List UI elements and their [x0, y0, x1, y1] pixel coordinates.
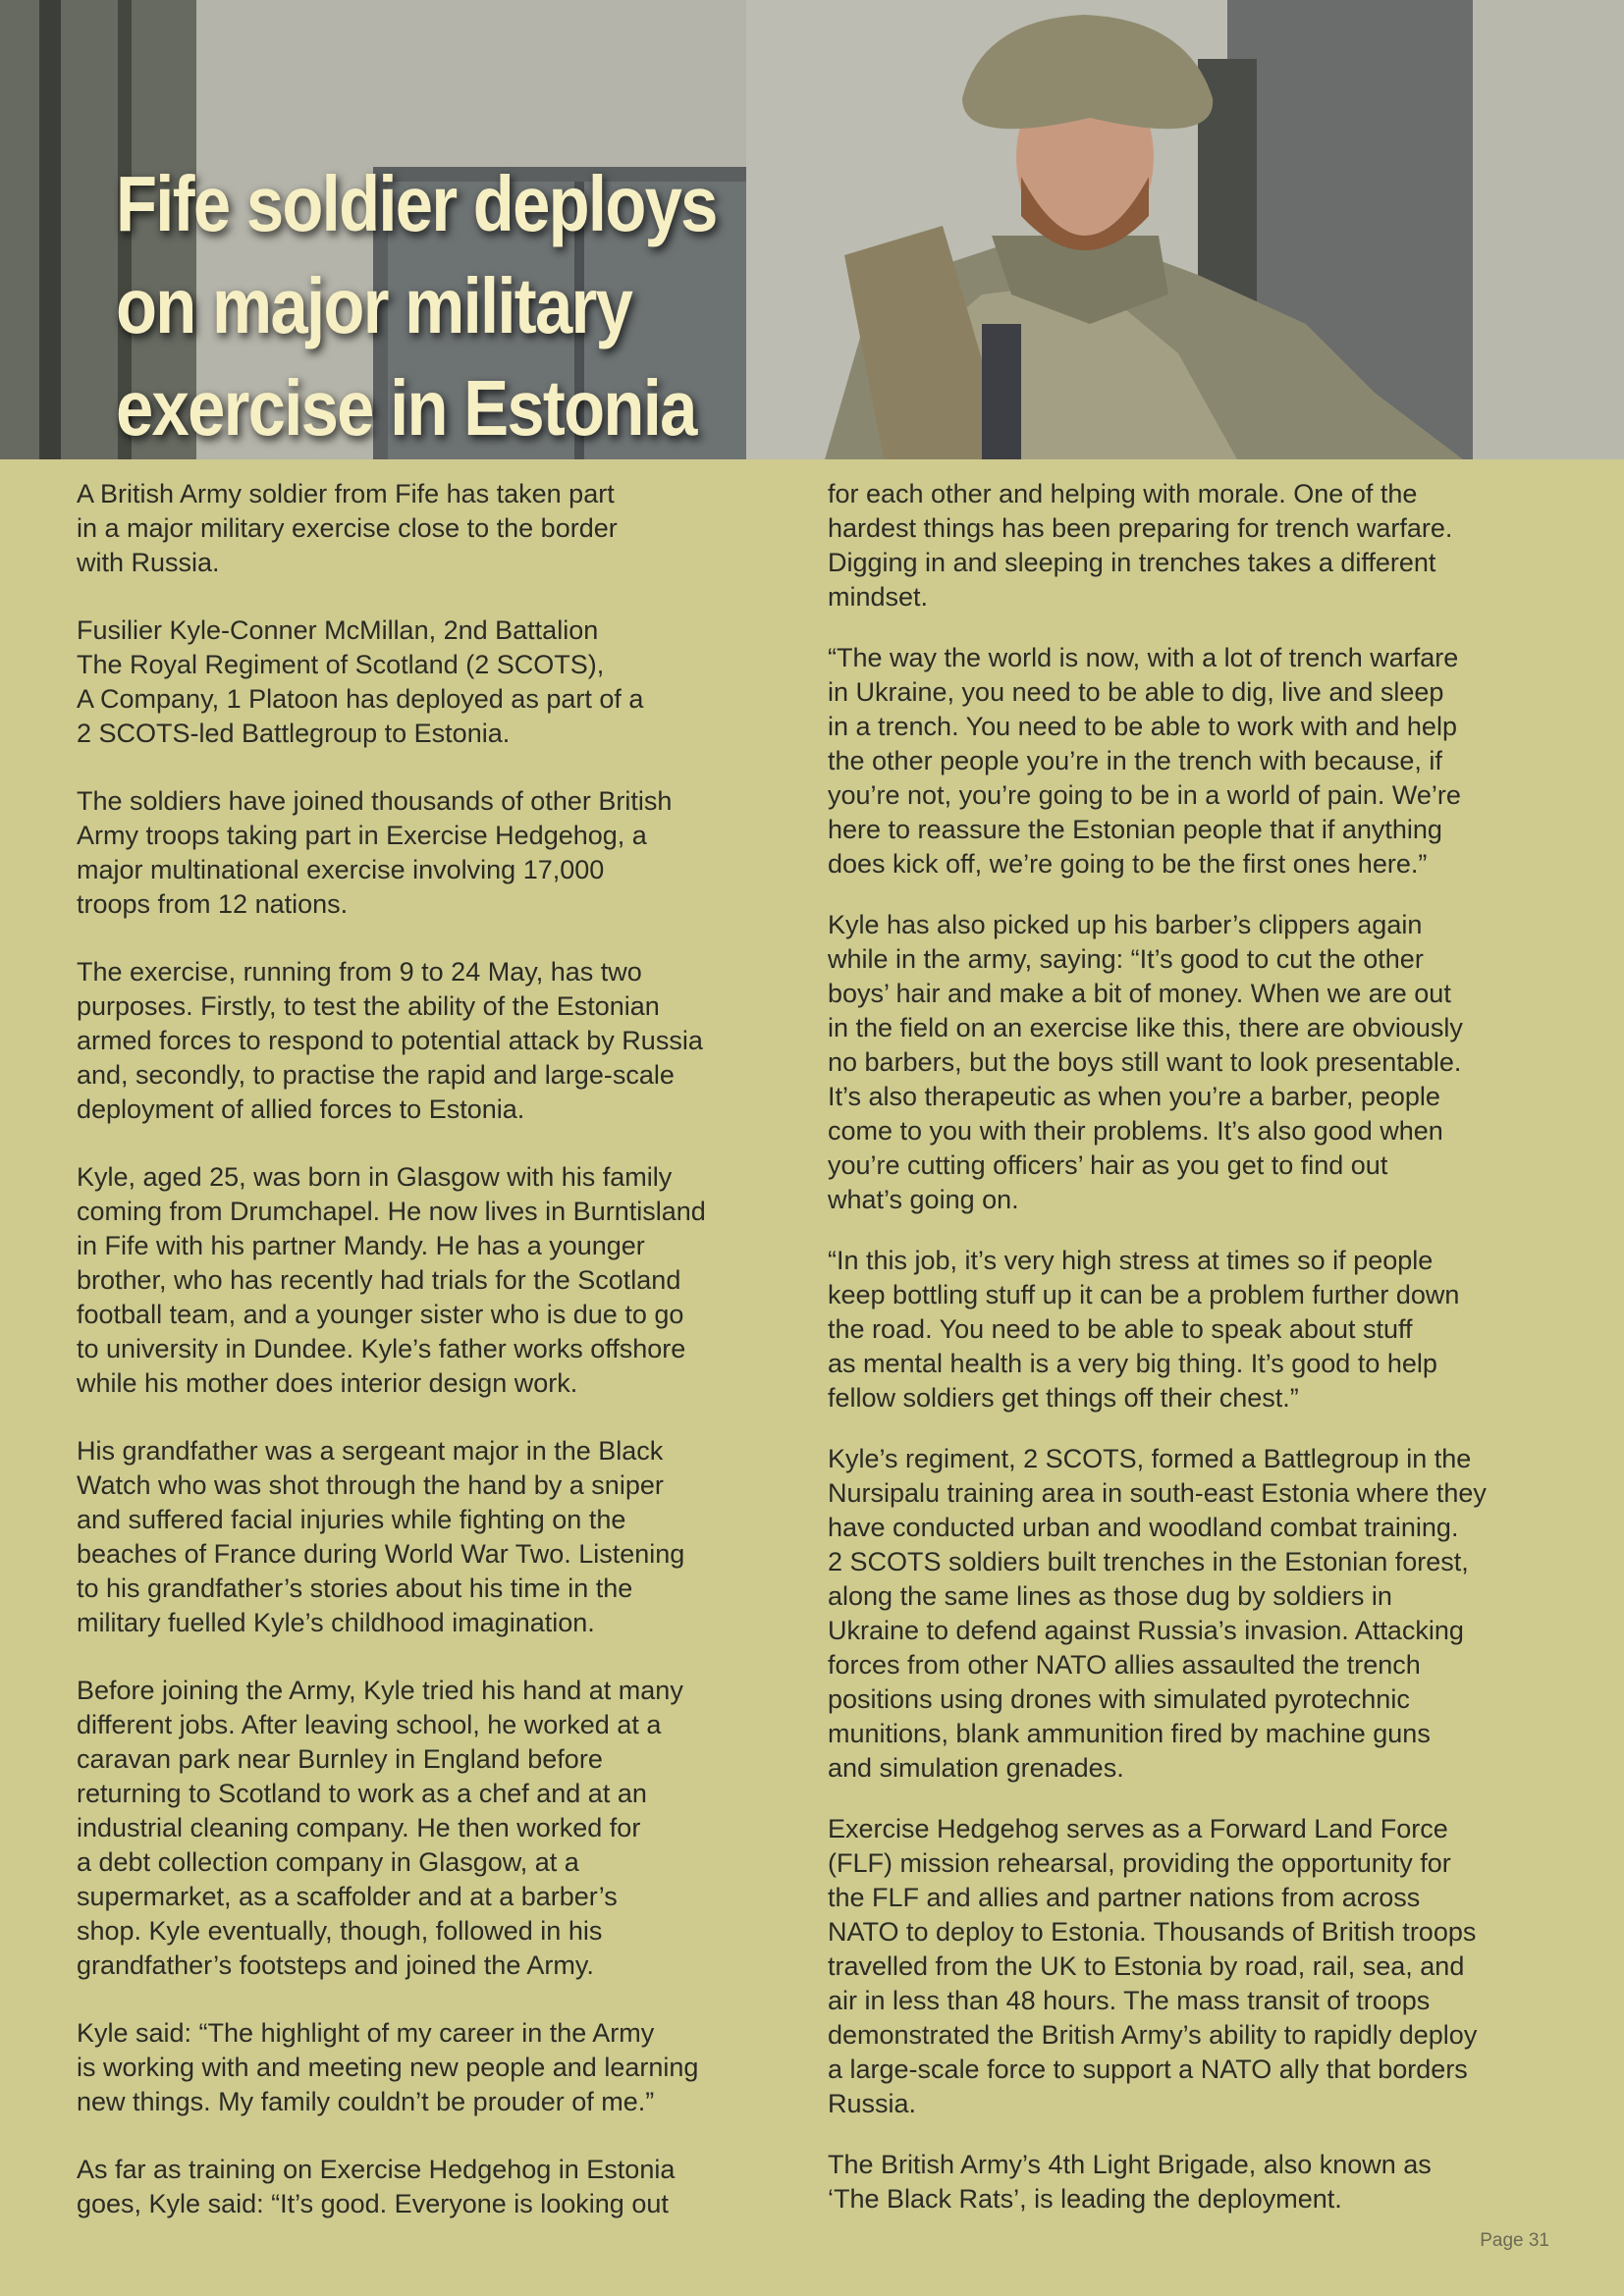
paragraph: His grandfather was a sergeant major in the Black Watch who was shot through the hand by a sniper and suffered facial injuries while fighting on the beaches of France during World War Two. Listening to his grandfather’s stories about his time in the military fuelled Kyle’s childhood imagination. [77, 1436, 685, 1637]
paragraph: Exercise Hedgehog serves as a Forward Land Force (FLF) mission rehearsal, providing the opportunity for the FLF and allies and partner nations from across NATO to deploy to Estonia. Thousands of British troops travelled from the UK to Estonia by road, rail, sea, and air in less than 48 hours. The mass transit of troops demonstrated the British Army’s ability to rapidly deploy a large-scale force to support a NATO ally that borders Russia. [828, 1814, 1478, 2118]
paragraph: As far as training on Exercise Hedgehog in Estonia goes, Kyle said: “It’s good. Everyone is looking out [77, 2155, 676, 2218]
paragraph: “In this job, it’s very high stress at times so if people keep bottling stuff up it can be a problem further down the road. You need to be able to speak about stuff as mental health is a very big thing. It’s good to help fellow soldiers get things off their chest.” [828, 1246, 1460, 1413]
paragraph: Kyle’s regiment, 2 SCOTS, formed a Battlegroup in the Nursipalu training area in south-east Estonia where they have conducted urban and woodland combat training. 2 SCOTS soldiers built trenches in the Estonian forest, along the same lines as those dug by soldiers in Ukraine to defend against Russia’s invasion. Attacking forces from other NATO allies assaulted the trench positions using drones with simulated pyrotechnic munitions, blank ammunition fired by machine guns and simulation grenades. [828, 1444, 1487, 1783]
paragraph: for each other and helping with morale. One of the hardest things has been preparing for trench warfare. Digging in and sleeping in trenches takes a different mindset. [828, 479, 1453, 612]
paragraph: “The way the world is now, with a lot of trench warfare in Ukraine, you need to be able to dig, live and sleep in a trench. You need to be able to work with and help the other people you’re in the trench with because, if you’re not, you’re going to be in a world of pain. We’re here to reassure the Estonian people that if anything does kick off, we’re going to be the first ones here.” [828, 643, 1461, 879]
left-column [77, 477, 784, 2255]
paragraph: Kyle has also picked up his barber’s clippers again while in the army, saying: “It’s good to cut the other boys’ hair and make a bit of money. When we are out in the field on an exercise like this, there are obviously no barbers, but the boys still want to look presentable. It’s also therapeutic as when you’re a barber, people come to you with their problems. It’s also good when you’re cutting officers’ hair as you get to find out what’s going on. [828, 910, 1463, 1214]
paragraph: Before joining the Army, Kyle tried his hand at many different jobs. After leaving school, he worked at a caravan park near Burnley in England before returning to Scotland to work as a chef and at an industrial cleaning company. He then worked for a debt collection company in Glasgow, at a supermarket, as a scaffolder and at a barber’s shop. Kyle eventually, though, followed in his grandfather’s footsteps and joined the Army. [77, 1676, 683, 1980]
right-column [828, 477, 1554, 2243]
paragraph: The soldiers have joined thousands of other British Army troops taking part in Exercise Hedgehog, a major multinational exercise involving 17,000 troops from 12 nations. [77, 786, 673, 919]
paragraph: Kyle, aged 25, was born in Glasgow with his family coming from Drumchapel. He now lives in Burntisland in Fife with his partner Mandy. He has a younger brother, who has recently had trials for the Scotland football team, and a younger sister who is due to go to university in Dundee. Kyle’s father works offshore while his mother does interior design work. [77, 1162, 706, 1398]
paragraph: Kyle said: “The highlight of my career in the Army is working with and meeting new people and learning new things. My family couldn’t be prouder of me.” [77, 2018, 699, 2116]
paragraph: A British Army soldier from Fife has taken part in a major military exercise close to the border with Russia. [77, 479, 618, 577]
article-title: Fife soldier deploys on major military exercise in Estonia [116, 160, 717, 452]
paragraph: Fusilier Kyle-Conner McMillan, 2nd Battalion The Royal Regiment of Scotland (2 SCOTS), A Company, 1 Platoon has deployed as part of a 2 SCOTS-led Battlegroup to Estonia. [77, 615, 644, 748]
hero-image [0, 0, 1624, 459]
paragraph: The exercise, running from 9 to 24 May, has two purposes. Firstly, to test the ability of the Estonian armed forces to respond to potential attack by Russia and, secondly, to practise the rapid and large-scale deployment of allied forces to Estonia. [77, 957, 703, 1124]
page-number: Page 31 [1480, 2230, 1549, 2251]
paragraph: The British Army’s 4th Light Brigade, also known as ‘The Black Rats’, is leading the deployment. [828, 2150, 1432, 2214]
